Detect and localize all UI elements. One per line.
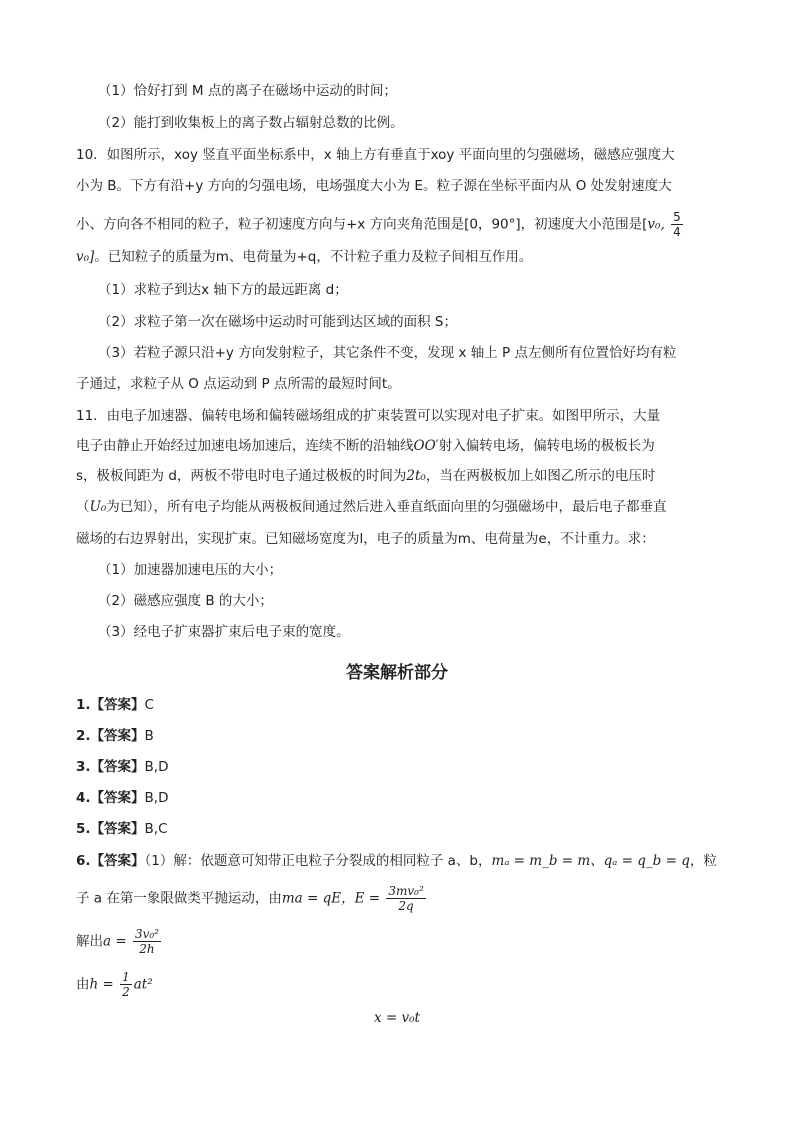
q10-line3 — [76, 210, 685, 239]
q10-part3-line1: （3）若粒子源只沿+y 方向发射粒子，其它条件不变，发现 x 轴上 P 点左侧所有位置恰好均有粒 — [98, 345, 677, 361]
answer-item: 3.【答案】B,D — [76, 759, 169, 775]
a6-half-fraction: $\frac{1}{2}$ — [122, 970, 130, 999]
q9-part2: （2）能打到收集板上的离子数占辐射总数的比例。 — [98, 115, 404, 131]
answer-item: 5.【答案】B,C — [76, 821, 168, 837]
q10-line3-text: 小、方向各不相同的粒子，粒子初速度方向与+x 方向夹角范围是[0，90°]，初速度大小范围是[ — [76, 216, 648, 233]
q11-line5: 磁场的右边界射出，实现扩束。已知磁场宽度为l，电子的质量为m、电荷量为e，不计重力。求： — [76, 531, 655, 547]
q9-part1: （1）恰好打到 M 点的离子在磁场中运动的时间； — [98, 83, 397, 99]
q10-v0-symbol: v₀, — [647, 216, 665, 233]
q11-line1: 11．由电子加速器、偏转电场和偏转磁场组成的扩束装置可以实现对电子扩束。如图甲所示，大量 — [76, 408, 661, 424]
answer-item: 1.【答案】C — [76, 697, 154, 713]
a6-line1: 6.【答案】（1）解：依题意可知带正电粒子分裂成的相同粒子 a、b，mₐ = m_b = m、qₐ = q_b = q，粒 — [76, 853, 717, 869]
q10-part3-line2: 子通过，求粒子从 O 点运动到 P 点所需的最短时间t。 — [76, 376, 401, 392]
q11-part2: （2）磁感应强度 B 的大小； — [98, 593, 273, 609]
q11-line3: s，极板间距为 d，两板不带电时电子通过极板的时间为2t₀，当在两极板加上如图乙所示的电压时 — [76, 468, 656, 484]
answer-item: 4.【答案】B,D — [76, 790, 169, 806]
a6-a-fraction: $\frac{\text{3v₀²}}{2h}$ — [134, 927, 159, 956]
q11-line2: 电子由静止开始经过加速电场加速后，连续不断的沿轴线OO′射入偏转电场，偏转电场的极板长为 — [76, 438, 655, 454]
q10-line4-text: 。已知粒子的质量为m、电荷量为+q，不计粒子重力及粒子间相互作用。 — [94, 249, 533, 265]
a6-line2: 子 a 在第一象限做类平抛运动，由ma = qE，E = $\frac{\text{3mv₀²}}{2q}$ — [76, 884, 424, 913]
q10-part1: （1）求粒子到达x 轴下方的最远距离 d； — [98, 282, 348, 298]
q10-line1: 10．如图所示，xoy 竖直平面坐标系中，x 轴上方有垂直于xoy 平面向里的匀强磁场，磁感应强度大 — [76, 147, 675, 163]
q10-fraction-5-4: $\frac{5}{4}$ — [673, 210, 681, 239]
q11-part3: （3）经电子扩束器扩束后电子束的宽度。 — [98, 624, 350, 640]
q11-voltage-symbol: U₀ — [89, 499, 107, 515]
a6-mass-charge-eq: mₐ = m_b = m、qₐ = q_b = q — [491, 853, 690, 869]
answers-heading: 答案解析部分 — [346, 663, 448, 683]
answer-item: 2.【答案】B — [76, 728, 154, 744]
a6-line3: 解出a = $\frac{\text{3v₀²}}{2h}$ — [76, 927, 159, 956]
q10-v0-end: v₀] — [76, 249, 95, 265]
q10-part2: （2）求粒子第一次在磁场中运动时可能到达区域的面积 S； — [98, 314, 457, 330]
a6-line5-equation: x = v₀t — [374, 1010, 420, 1026]
q11-line4: （U₀为已知），所有电子均能从两极板间通过然后进入垂直纸面向里的匀强磁场中，最后电子都垂直 — [76, 499, 667, 515]
q11-time-symbol: 2t₀ — [406, 468, 426, 484]
q11-axis-symbol: OO′ — [413, 438, 439, 454]
a6-e-fraction: $\frac{\text{3mv₀²}}{2q}$ — [388, 884, 424, 913]
q10-line4 — [76, 248, 532, 266]
q10-line2: 小为 B。下方有沿+y 方向的匀强电场，电场强度大小为 E。粒子源在坐标平面内从 O 处发射速度大 — [76, 178, 672, 194]
q11-part1: （1）加速器加速电压的大小； — [98, 562, 283, 578]
a6-line4: 由h = $\frac{1}{2}$ at² — [76, 970, 153, 999]
